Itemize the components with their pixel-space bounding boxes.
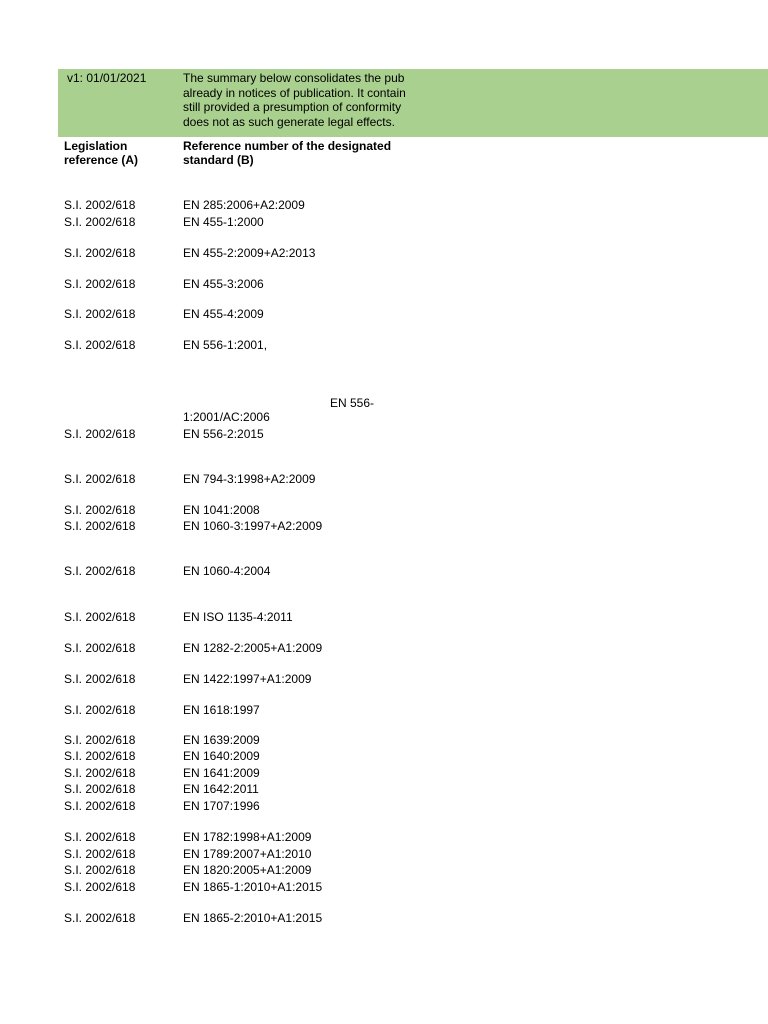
standard-cell: EN 455-3:2006 (183, 277, 264, 291)
version-date: v1: 01/01/2021 (67, 71, 147, 85)
summary-line: still provided a presumption of conformity (183, 100, 402, 114)
standard-cell: EN 1041:2008 (183, 503, 260, 517)
legislation-cell: S.I. 2002/618 (64, 911, 136, 925)
column-header-legislation (64, 139, 138, 167)
standard-cell: EN 285:2006+A2:2009 (183, 198, 305, 212)
standard-cell-continuation: 1:2001/AC:2006 (183, 410, 270, 424)
column-header-standard (183, 139, 391, 167)
standard-cell: EN 1618:1997 (183, 703, 260, 717)
standard-cell-continuation: EN 556- (330, 396, 375, 410)
standard-cell: EN 1707:1996 (183, 799, 260, 813)
standard-cell: EN 1789:2007+A1:2010 (183, 847, 312, 861)
standard-cell: EN 1820:2005+A1:2009 (183, 863, 312, 877)
legislation-cell: S.I. 2002/618 (64, 830, 136, 844)
legislation-cell: S.I. 2002/618 (64, 338, 136, 352)
legislation-cell: S.I. 2002/618 (64, 880, 136, 894)
standard-cell: EN 1641:2009 (183, 766, 260, 780)
legislation-cell: S.I. 2002/618 (64, 215, 136, 229)
header-line: standard (B) (183, 153, 254, 167)
standard-cell: EN 1642:2011 (183, 782, 259, 796)
standard-cell: EN 794-3:1998+A2:2009 (183, 472, 316, 486)
standard-cell: EN 455-4:2009 (183, 307, 264, 321)
standard-cell: EN 1060-4:2004 (183, 564, 271, 578)
legislation-cell: S.I. 2002/618 (64, 472, 136, 486)
legislation-cell: S.I. 2002/618 (64, 782, 136, 796)
legislation-cell: S.I. 2002/618 (64, 847, 136, 861)
legislation-cell: S.I. 2002/618 (64, 246, 136, 260)
legislation-cell: S.I. 2002/618 (64, 427, 136, 441)
standard-cell: EN 1282-2:2005+A1:2009 (183, 641, 323, 655)
standard-cell: EN 1782:1998+A1:2009 (183, 830, 312, 844)
legislation-cell: S.I. 2002/618 (64, 503, 136, 517)
summary-banner (58, 69, 768, 137)
legislation-cell: S.I. 2002/618 (64, 733, 136, 747)
standard-cell: EN 1640:2009 (183, 749, 260, 763)
standard-cell: EN 1639:2009 (183, 733, 260, 747)
standard-cell: EN 1060-3:1997+A2:2009 (183, 519, 323, 533)
standard-cell: EN 556-1:2001, (183, 338, 268, 352)
standard-cell: EN 455-1:2000 (183, 215, 264, 229)
legislation-cell: S.I. 2002/618 (64, 564, 136, 578)
legislation-cell: S.I. 2002/618 (64, 307, 136, 321)
standard-cell: EN 1422:1997+A1:2009 (183, 672, 312, 686)
legislation-cell: S.I. 2002/618 (64, 749, 136, 763)
legislation-cell: S.I. 2002/618 (64, 610, 136, 624)
legislation-cell: S.I. 2002/618 (64, 863, 136, 877)
summary-line: already in notices of publication. It contain (183, 85, 406, 100)
standard-cell: EN 455-2:2009+A2:2013 (183, 246, 316, 260)
summary-text (183, 71, 415, 129)
standard-cell: EN 1865-1:2010+A1:2015 (183, 880, 323, 894)
header-line: Reference number of the designated (183, 139, 392, 153)
summary-line: does not as such generate legal effects. (183, 114, 395, 129)
standard-cell: EN 1865-2:2010+A1:2015 (183, 911, 323, 925)
legislation-cell: S.I. 2002/618 (64, 277, 136, 291)
header-line: Legislation (64, 139, 128, 153)
legislation-cell: S.I. 2002/618 (64, 641, 136, 655)
legislation-cell: S.I. 2002/618 (64, 799, 136, 813)
standard-cell: EN 556-2:2015 (183, 427, 264, 441)
header-line: reference (A) (64, 153, 139, 167)
legislation-cell: S.I. 2002/618 (64, 766, 136, 780)
legislation-cell: S.I. 2002/618 (64, 198, 136, 212)
summary-line: The summary below consolidates the pub (183, 71, 405, 85)
legislation-cell: S.I. 2002/618 (64, 703, 136, 717)
legislation-cell: S.I. 2002/618 (64, 519, 136, 533)
legislation-cell: S.I. 2002/618 (64, 672, 136, 686)
standard-cell: EN ISO 1135-4:2011 (183, 610, 293, 624)
